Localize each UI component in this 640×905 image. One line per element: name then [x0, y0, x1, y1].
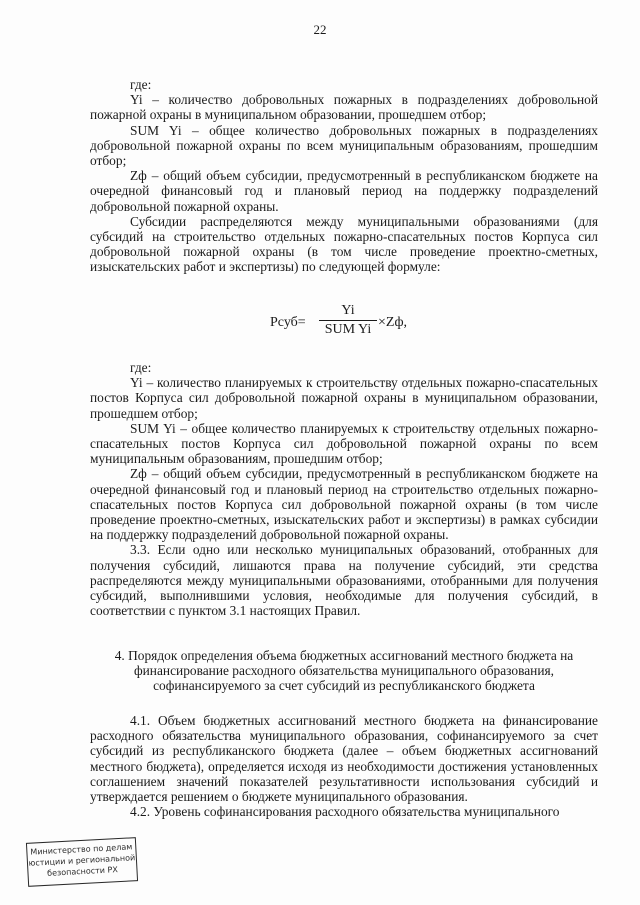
- formula-lhs: Рсуб=: [270, 315, 306, 330]
- where-label-1: где:: [130, 77, 152, 92]
- paragraph-4-1: 4.1. Объем бюджетных ассигнований местного бюджета на финансирование расходного обязательства муниципального образования, софинансируемого за счет субсидий из республиканского бюджета (далее – объем бюджетных ассигнований местного бюджета), определяется исходя из необходимости достижения установленных соглашением значений показателей результативности использования субсидий и утверждается решением о бюджете муниципального образования.: [90, 713, 598, 805]
- yi-definition-2: Yi – количество планируемых к строительству отдельных пожарно-спасательных постов Корпуса сил добровольной пожарной охраны в муниципальном образовании, прошедшем отбор;: [90, 375, 598, 421]
- formula-denominator: SUM Yi: [324, 322, 372, 337]
- section-4-heading-line-3: софинансируемого за счет субсидий из республиканского бюджета: [153, 678, 535, 694]
- sum-yi-definition-2: SUM Yi – общее количество планируемых к строительству отдельных пожарно-спасательных постов Корпуса сил добровольной пожарной охраны по всем муниципальным образованиям, прошедшим отбор;: [90, 420, 598, 467]
- definitions-block-1: [90, 77, 598, 275]
- z-definition-1: Zф – общий объем субсидии, предусмотренный в республиканском бюджете на очередной финансовый год и плановый период на поддержку подразделений добровольной пожарной охраны.: [90, 168, 598, 214]
- z-definition-2: Zф – общий объем субсидии, предусмотренный в республиканском бюджете на очередной финансовый год и плановый период на строительство отдельных пожарно-спасательных постов Корпуса сил добровольной пожарной охраны (в том числе проведение проектно-сметных, изыскательских работ и экспертизы) в рамках субсидии на поддержку подразделений добровольной пожарной охраны.: [90, 466, 598, 543]
- fraction-bar: [319, 320, 377, 321]
- stamp-line-1: Министерство по делам: [30, 842, 133, 857]
- paragraph-3-3: 3.3. Если одно или несколько муниципальных образований, отобранных для получения субсидий, лишаются права на получение субсидий, эти средства распределяются между муниципальными образованиями, отобранными для получения субсидий, выполнившими условия, необходимые для получения субсидий, в соответствии с пунктом 3.1 настоящих Правил.: [90, 542, 598, 619]
- definitions-block-2: [90, 360, 598, 618]
- yi-definition-1: Yi – количество добровольных пожарных в подразделениях добровольной пожарной охраны в муниципальном образовании, прошедшем отбор;: [90, 92, 598, 123]
- formula-fraction: [319, 303, 377, 338]
- stamp-line-3: безопасности РХ: [46, 865, 119, 878]
- section-4-heading-line-1: 4. Порядок определения объема бюджетных ассигнований местного бюджета на: [114, 648, 574, 663]
- where-label-2: где:: [130, 360, 152, 375]
- section-4-body: [90, 713, 598, 819]
- distribution-paragraph: Субсидии распределяются между муниципальными образованиями (для субсидий на строительство отдельных пожарно-спасательных постов Корпуса сил добровольной пожарной охраны (в том числе проведение проектно-сметных, изыскательских работ и экспертизы) по следующей формуле:: [90, 213, 598, 275]
- formula-rhs: ×Zф,: [378, 315, 408, 330]
- formula-numerator: Yi: [341, 303, 355, 318]
- stamp-line-2: юстиции и региональной: [28, 853, 136, 868]
- sum-yi-definition-1: SUM Yi – общее количество добровольных пожарных в подразделениях добровольной пожарной охраны по всем муниципальным образованиям, прошедшим отбор;: [90, 122, 598, 169]
- page-number: 22: [313, 22, 327, 37]
- section-4-heading: [90, 648, 598, 694]
- ministry-stamp: [26, 837, 138, 887]
- paragraph-4-2: 4.2. Уровень софинансирования расходного обязательства муниципального: [130, 804, 560, 820]
- subsidy-formula: [270, 303, 470, 343]
- section-4-heading-line-2: финансирование расходного обязательства муниципального образования,: [133, 663, 555, 679]
